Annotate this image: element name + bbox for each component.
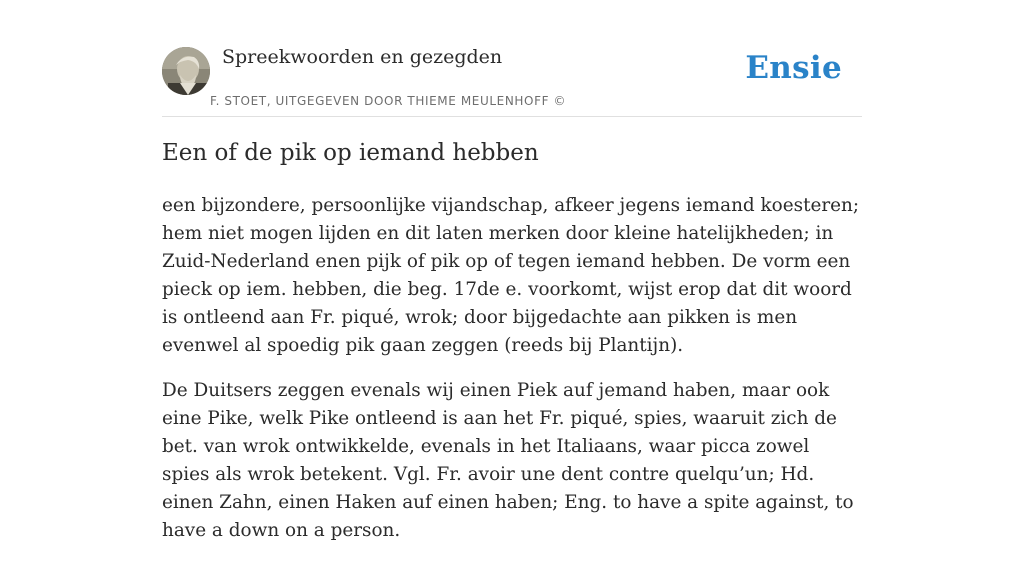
- entry-title: Een of de pik op iemand hebben: [162, 140, 539, 166]
- page: [162, 0, 862, 541]
- entry-body: [162, 192, 862, 562]
- entry-paragraph: De Duitsers zeggen evenals wij einen Piek auf jemand haben, maar ook eine Pike, welk Pike ontleend is aan het Fr. piqué, spies, waaruit zich de bet. van wrok ontwikkelde, evenals in het Italiaans, waar picca zowel spies als wrok betekent. Vgl. Fr. avoir une dent contre quelqu’un; Hd. einen Zahn, einen Haken auf einen haben; Eng. to have a spite against, to have a down on a person.: [162, 380, 854, 541]
- book-title[interactable]: Spreekwoorden en gezegden: [222, 46, 503, 68]
- entry-paragraph: een bijzondere, persoonlijke vijandschap, afkeer jegens iemand koesteren; hem niet mogen lijden en dit laten merken door kleine hatelijkheden; in Zuid-Nederland enen pijk of pik op of tegen iemand hebben. De vorm een pieck op iem. hebben, die beg. 17de e. voorkomt, wijst erop dat dit woord is ontleend aan Fr. piqué, wrok; door bijgedachte aan pikken is men evenwel al spoedig pik gaan zeggen (reeds bij Plantijn).: [162, 195, 860, 356]
- book-meta: F. STOET, UITGEGEVEN DOOR THIEME MEULENHOFF ©: [210, 94, 567, 108]
- ensie-logo[interactable]: Ensie: [745, 50, 842, 86]
- author-portrait-icon[interactable]: [162, 47, 210, 95]
- header: [162, 0, 862, 117]
